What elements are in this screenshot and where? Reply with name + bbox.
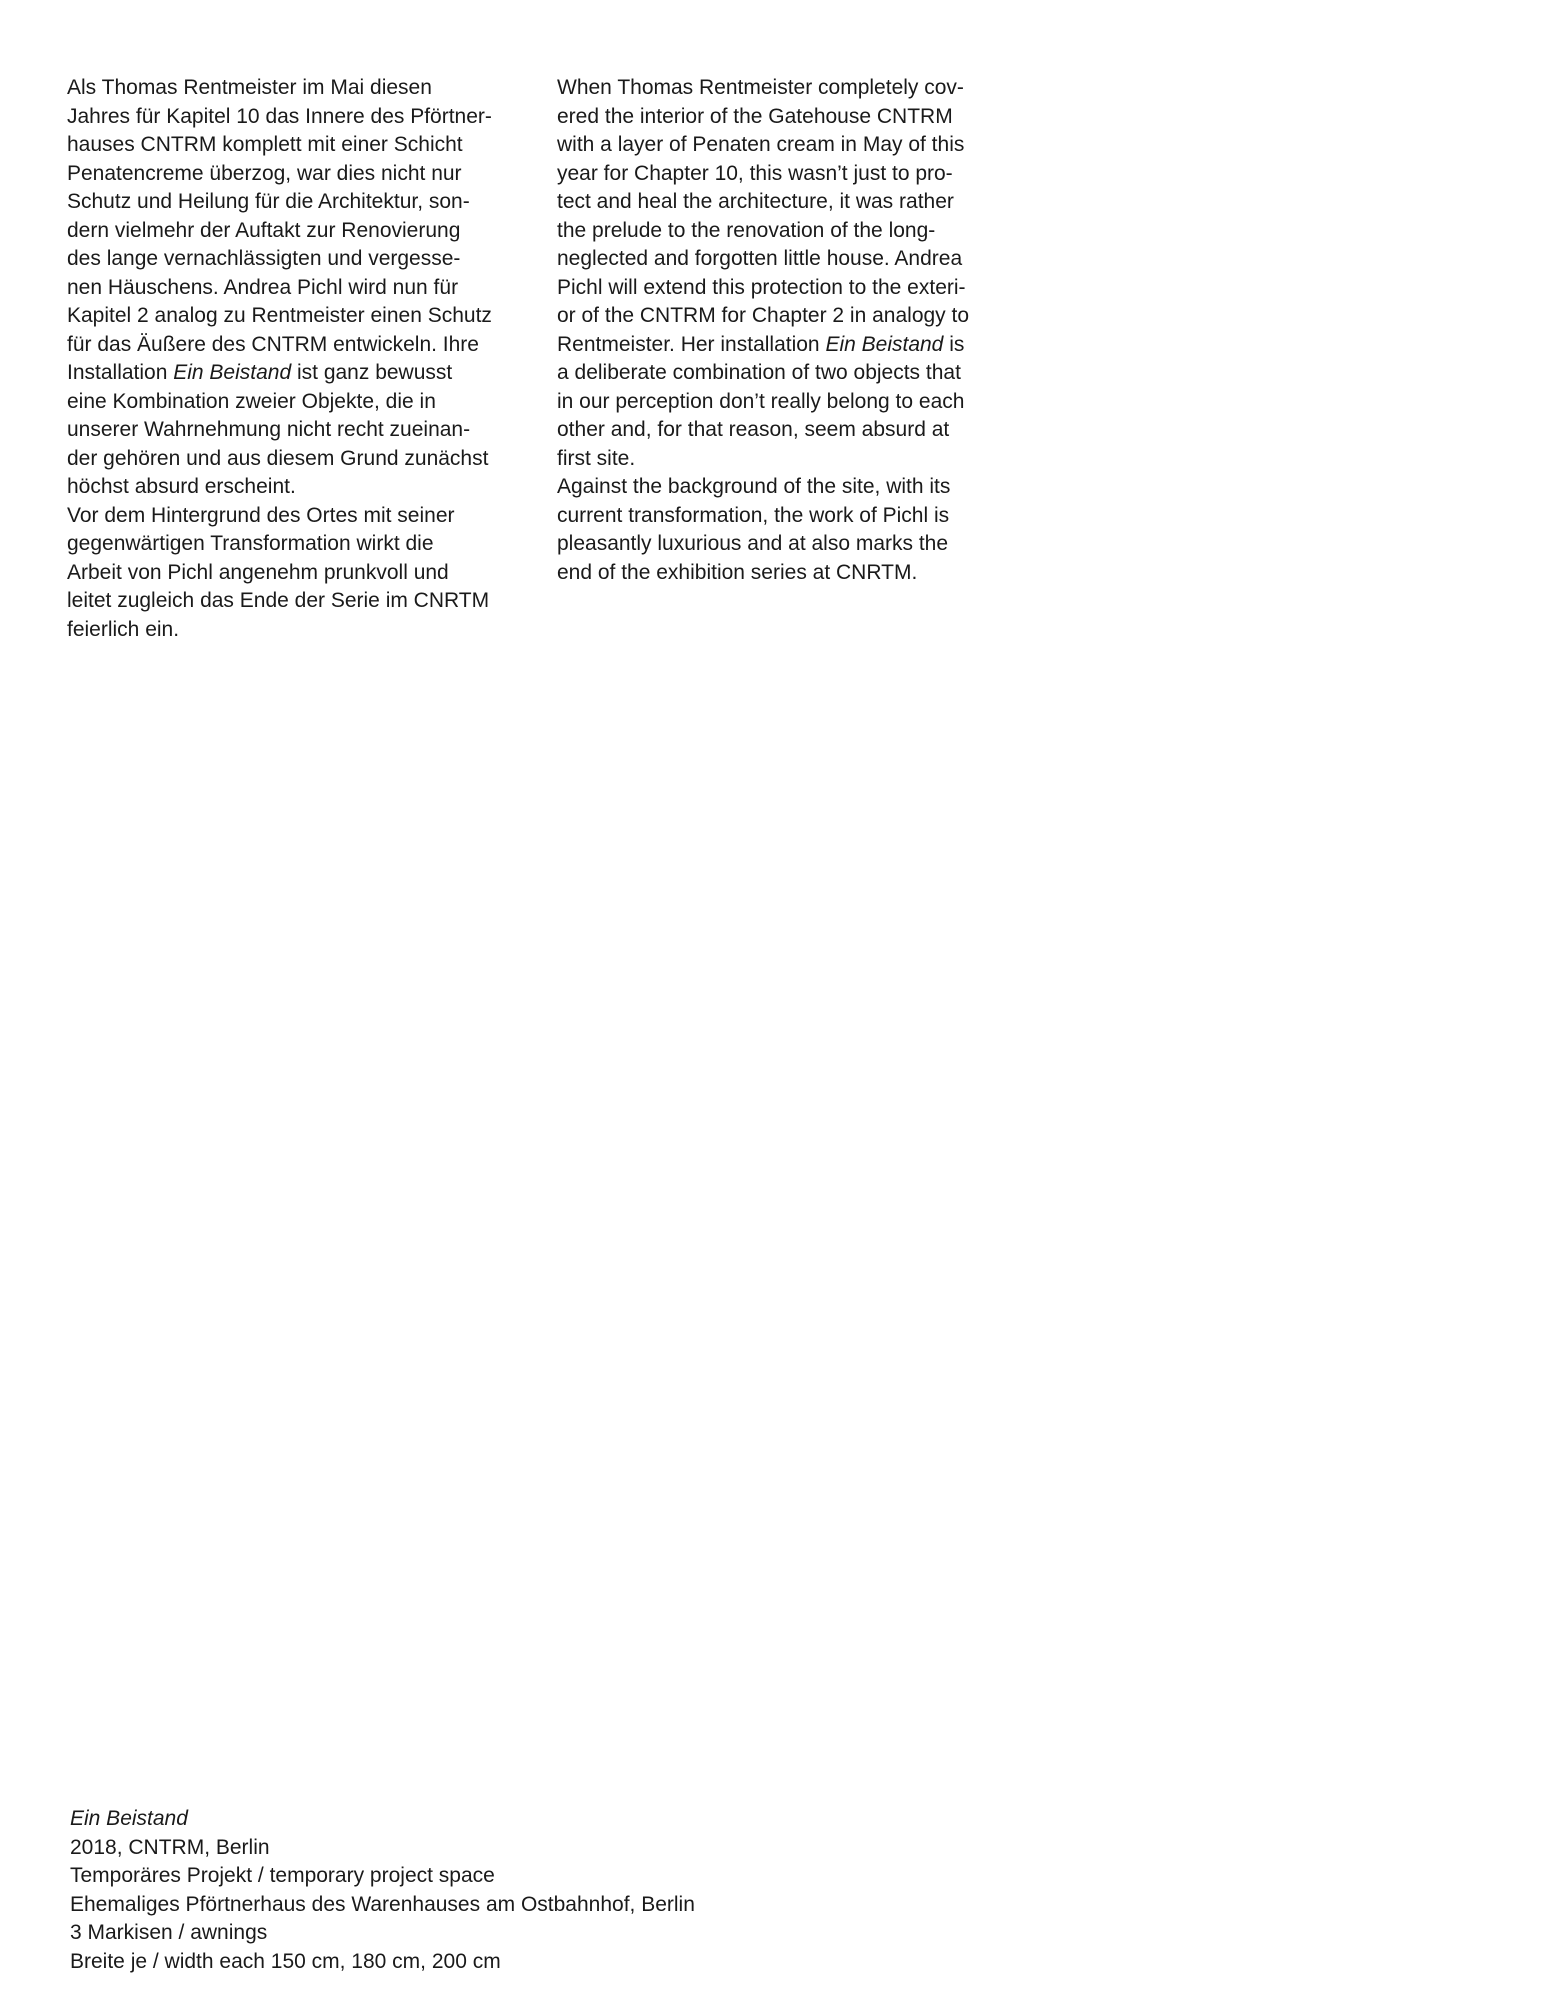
text-line: the prelude to the renovation of the long- xyxy=(557,218,936,242)
caption-title: Ein Beistand xyxy=(70,1807,188,1830)
text-line: a deliberate combination of two objects that xyxy=(557,361,961,384)
text-line: gegenwärtigen Transformation wirkt die xyxy=(67,532,434,555)
text-line: für das Äußere des CNTRM entwickeln. Ihre xyxy=(67,332,479,356)
text-line: Against the background of the site, with its xyxy=(557,475,951,498)
text-segment: Installation xyxy=(67,361,174,384)
text-line: nen Häuschens. Andrea Pichl wird nun für xyxy=(67,275,459,299)
text-line: hauses CNTRM komplett mit einer Schicht xyxy=(67,133,463,156)
text-line: or of the CNTRM for Chapter 2 in analogy to xyxy=(557,304,970,327)
caption-line: Breite je / width each 150 cm, 180 cm, 200 cm xyxy=(70,1949,501,1973)
text-line: other and, for that reason, seem absurd at xyxy=(557,418,950,441)
german-text-column xyxy=(67,74,537,644)
text-line: Jahres für Kapitel 10 das Innere des Pförtner- xyxy=(67,104,492,128)
caption-line: 3 Markisen / awnings xyxy=(70,1921,268,1944)
text-line: end of the exhibition series at CNRTM. xyxy=(557,560,918,584)
text-line: When Thomas Rentmeister completely cov- xyxy=(557,76,964,99)
text-line: with a layer of Penaten cream in May of this xyxy=(557,133,965,156)
text-line: Pichl will extend this protection to the exteri- xyxy=(557,275,966,299)
text-line: unserer Wahrnehmung nicht recht zueinan- xyxy=(67,418,471,441)
text-line: Schutz und Heilung für die Architektur, son- xyxy=(67,190,470,213)
caption-line: 2018, CNTRM, Berlin xyxy=(70,1835,270,1859)
text-line: neglected and forgotten little house. Andrea xyxy=(557,247,963,270)
text-line: current transformation, the work of Pichl is xyxy=(557,503,950,527)
text-segment: ist ganz bewusst xyxy=(291,361,453,384)
caption-line: Ehemaliges Pförtnerhaus des Warenhauses am Ostbahnhof, Berlin xyxy=(70,1892,695,1916)
text-line: dern vielmehr der Auftakt zur Renovierung xyxy=(67,218,461,242)
work-title-italic: Ein Beistand xyxy=(825,332,944,356)
text-line: first site. xyxy=(557,446,636,470)
text-line: tect and heal the architecture, it was rather xyxy=(557,190,954,213)
text-line: der gehören und aus diesem Grund zunächst xyxy=(67,446,489,470)
text-line: höchst absurd erscheint. xyxy=(67,475,296,498)
text-segment: Rentmeister. Her installation xyxy=(557,332,826,356)
text-line: ered the interior of the Gatehouse CNTRM xyxy=(557,104,953,128)
text-line: Vor dem Hintergrund des Ortes mit seiner xyxy=(67,503,455,527)
artwork-caption xyxy=(70,1805,970,1976)
text-line: des lange vernachlässigten und vergesse- xyxy=(67,247,461,270)
text-line xyxy=(67,359,537,388)
work-title-italic: Ein Beistand xyxy=(173,361,292,384)
text-line: Als Thomas Rentmeister im Mai diesen xyxy=(67,76,432,99)
text-line: year for Chapter 10, this wasn’t just to pro- xyxy=(557,161,953,185)
text-segment: is xyxy=(943,332,965,356)
english-text-column xyxy=(557,74,1027,587)
text-line: feierlich ein. xyxy=(67,617,180,641)
text-line: in our perception don’t really belong to each xyxy=(557,389,965,413)
text-line: leitet zugleich das Ende der Serie im CNRTM xyxy=(67,589,490,612)
caption-line: Temporäres Projekt / temporary project space xyxy=(70,1864,495,1887)
text-line: pleasantly luxurious and at also marks the xyxy=(557,532,949,555)
text-line: eine Kombination zweier Objekte, die in xyxy=(67,389,436,413)
text-line: Kapitel 2 analog zu Rentmeister einen Schutz xyxy=(67,304,492,327)
text-line xyxy=(557,331,1027,360)
text-line: Arbeit von Pichl angenehm prunkvoll und xyxy=(67,560,449,584)
text-line: Penatencreme überzog, war dies nicht nur xyxy=(67,161,462,185)
